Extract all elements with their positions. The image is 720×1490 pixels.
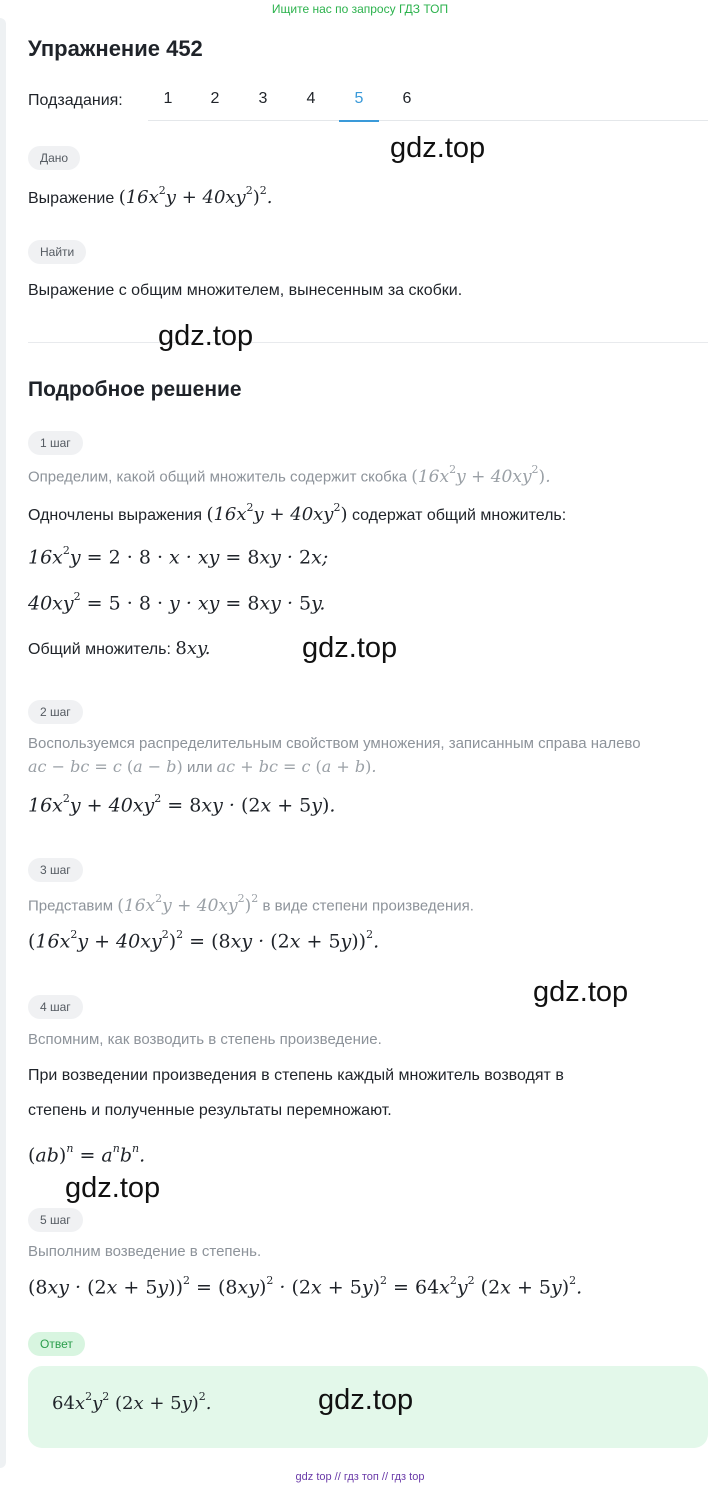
step-1-note-text: Определим, какой общий множитель содержит скобка — [28, 468, 408, 486]
step-3-chip: 3 шаг — [28, 858, 83, 882]
section-divider — [28, 342, 708, 343]
step-2-formula-1: ac − bc = c (a − b) — [28, 757, 183, 776]
step-2-note: Воспользуемся распределительным свойством умножения, записанным справа налево — [28, 735, 641, 752]
step-2-or: или — [186, 759, 213, 776]
step-1-text — [28, 503, 566, 525]
find-chip: Найти — [28, 240, 86, 264]
subtask-tab-2[interactable]: 2 — [210, 90, 220, 107]
step-4-rule-line-2: степень и полученные результаты перемножают. — [28, 1102, 392, 1119]
step-3-note-suffix: в виде степени произведения. — [262, 897, 474, 915]
step-2-chip: 2 шаг — [28, 700, 83, 724]
step-1-note — [28, 465, 551, 487]
given-chip: Дано — [28, 146, 80, 170]
top-banner[interactable]: Ищите нас по запросу ГДЗ ТОП — [271, 2, 449, 16]
watermark: gdz.top — [390, 132, 486, 164]
subtasks-label: Подзадания: — [28, 92, 123, 109]
step-2-note-formulas — [28, 757, 376, 776]
step-1-text-suffix: содержат общий множитель: — [351, 507, 567, 524]
step-3-equation: $(16x^2y + 40xy^2)^2 = (8xy \cdot (2x + 5y))^2$. — [28, 928, 380, 953]
find-text: Выражение с общим множителем, вынесенным за скобки. — [28, 282, 463, 299]
step-5-chip: 5 шаг — [28, 1208, 83, 1232]
watermark: gdz.top — [65, 1172, 161, 1204]
answer-chip: Ответ — [28, 1332, 85, 1356]
step-3-note — [28, 894, 474, 916]
page-title: Упражнение 452 — [28, 36, 203, 61]
given-text — [28, 186, 272, 208]
subtasks-nav — [28, 88, 708, 122]
left-edge-strip — [0, 18, 6, 1468]
watermark: gdz.top — [318, 1384, 414, 1416]
watermark: gdz.top — [158, 320, 254, 352]
subtask-tab-4[interactable]: 4 — [306, 90, 316, 107]
given-expression: $(16x^2y + 40xy^2)^2$. — [118, 184, 273, 208]
watermark: gdz.top — [533, 976, 629, 1008]
step-1-common-label: Общий множитель: — [28, 641, 171, 658]
step-1-note-expression: $(16x^2y + 40xy^2)$. — [411, 463, 551, 487]
step-1-common-value: 8xy. — [175, 638, 211, 659]
step-1-text-expression: $(16x^2y + 40xy^2)$ — [206, 501, 348, 525]
subtask-tab-3[interactable]: 3 — [258, 90, 268, 107]
step-3-note-expression: $(16x^2y + 40xy^2)^2$ — [117, 892, 259, 916]
subtask-tab-5[interactable]: 5 — [339, 90, 379, 122]
step-2-equation: $16x^2y + 40xy^2 = 8xy \cdot (2x + 5y)$. — [28, 792, 336, 817]
step-4-note: Вспомним, как возводить в степень произведение. — [28, 1031, 382, 1048]
subtask-tab-1[interactable]: 1 — [163, 90, 173, 107]
step-5-equation: $(8xy \cdot (2x + 5y))^2 = (8xy)^2 \cdot (2x + 5y)^2 = 64x^2y^2$ $(2x + 5y)^2$. — [28, 1274, 583, 1299]
subtask-tab-6[interactable]: 6 — [402, 90, 412, 107]
step-3-note-prefix: Представим — [28, 897, 114, 915]
step-1-chip: 1 шаг — [28, 431, 83, 455]
step-5-note: Выполним возведение в степень. — [28, 1243, 262, 1260]
solution-title: Подробное решение — [28, 378, 242, 401]
step-4-rule-line-1: При возведении произведения в степень каждый множитель возводят в — [28, 1067, 564, 1084]
footer-links[interactable]: gdz top // гдз топ // гдз top — [295, 1471, 425, 1483]
step-1-common-factor — [28, 638, 210, 659]
step-1-equation-2: $40xy^2 = 5 \cdot 8 \cdot y$ · xy = 8xy · 5y. — [28, 590, 326, 615]
step-4-formula: $(ab)^n = a^nb^n$. — [28, 1142, 146, 1167]
step-1-equation-1: $16x^2y = 2 \cdot 8 \cdot x$ · xy = 8xy · 2x; — [28, 544, 329, 569]
step-2-formula-2: ac + bc = c (a + b). — [216, 757, 377, 776]
step-1-text-prefix: Одночлены выражения — [28, 507, 202, 524]
step-4-chip: 4 шаг — [28, 995, 83, 1019]
watermark: gdz.top — [302, 632, 398, 664]
given-prefix: Выражение — [28, 190, 115, 207]
answer-expression: $64x^2y^2$ $(2x + 5y)^2$. — [52, 1390, 212, 1414]
